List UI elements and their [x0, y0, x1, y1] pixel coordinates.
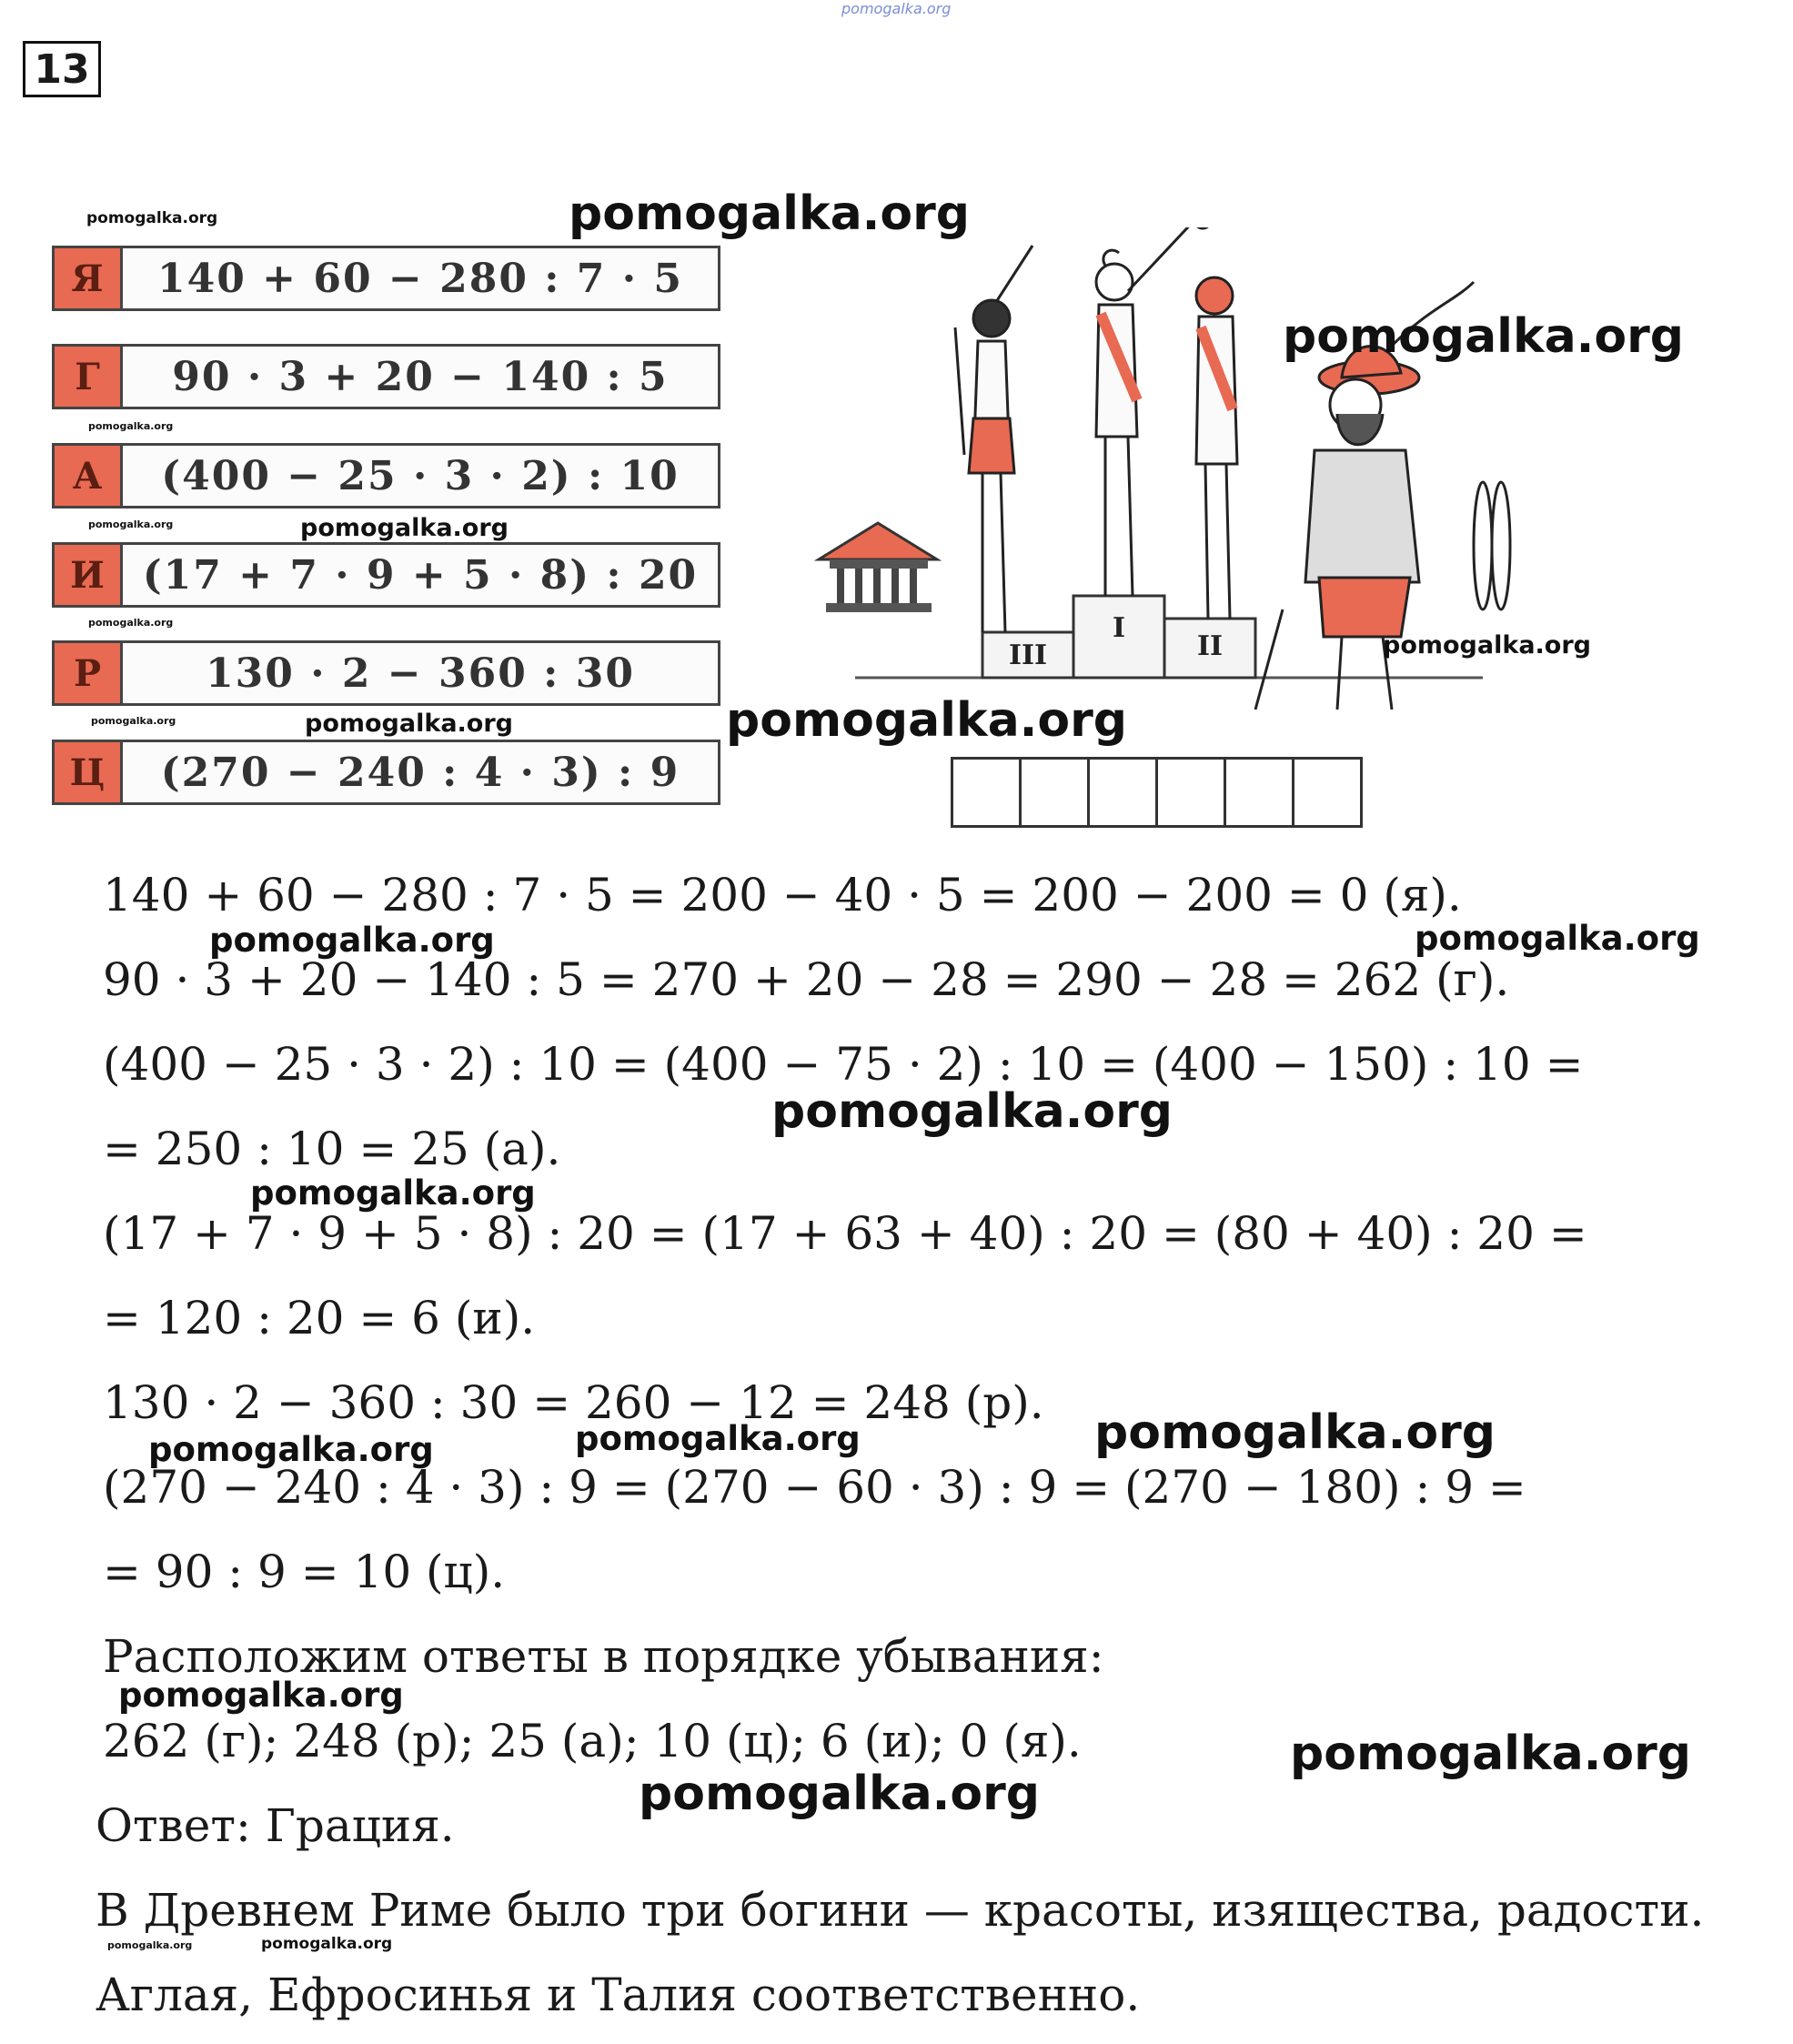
watermark: pomogalka.org	[209, 921, 495, 960]
figure-third-place	[955, 246, 1032, 632]
note-line: В Древнем Риме было три богини — красоты, изящества, радости.	[96, 1884, 1705, 1937]
note-line: Аглая, Ефросинья и Талия соответственно.	[96, 1968, 1141, 2021]
podium-place-label: III	[1008, 639, 1048, 671]
expression-card	[52, 640, 720, 706]
watermark: pomogalka.org	[88, 519, 174, 530]
card-expression: (17 + 7 · 9 + 5 · 8) : 20	[123, 542, 720, 608]
answer-line: Ответ: Грация.	[96, 1799, 455, 1852]
solution-line: = 90 : 9 = 10 (ц).	[103, 1546, 506, 1598]
watermark: pomogalka.org	[107, 1939, 193, 1951]
answer-box	[1224, 757, 1294, 828]
expression-card	[52, 344, 720, 409]
watermark: pomogalka.org	[841, 0, 952, 17]
card-expression: 140 + 60 − 280 : 7 · 5	[123, 246, 720, 311]
watermark: pomogalka.org	[305, 710, 513, 738]
solution-line: (400 − 25 · 3 · 2) : 10 = (400 − 75 · 2) : 10 = (400 − 150) : 10 =	[103, 1038, 1584, 1091]
podium-illustration	[810, 227, 1519, 737]
watermark: pomogalka.org	[148, 1430, 434, 1469]
watermark: pomogalka.org	[88, 617, 174, 629]
solution-line: (17 + 7 · 9 + 5 · 8) : 20 = (17 + 63 + 40) : 20 = (80 + 40) : 20 =	[103, 1207, 1587, 1260]
watermark: pomogalka.org	[1283, 309, 1685, 364]
watermark: pomogalka.org	[1383, 631, 1591, 660]
card-expression: 90 · 3 + 20 − 140 : 5	[123, 344, 720, 409]
watermark: pomogalka.org	[1415, 919, 1700, 958]
order-result: 262 (г); 248 (р); 25 (а); 10 (ц); 6 (и); 0 (я).	[103, 1715, 1082, 1767]
podium-place-label: II	[1196, 630, 1224, 662]
card-letter: А	[52, 443, 123, 508]
watermark: pomogalka.org	[261, 1935, 393, 1953]
solution-line: 130 · 2 − 360 : 30 = 260 − 12 = 248 (р).	[103, 1376, 1044, 1429]
expression-card	[52, 246, 720, 311]
card-letter: И	[52, 542, 123, 608]
watermark: pomogalka.org	[771, 1084, 1174, 1139]
solution-line: (270 − 240 : 4 · 3) : 9 = (270 − 60 · 3) : 9 = (270 − 180) : 9 =	[103, 1461, 1526, 1514]
task-number-box: 13	[23, 41, 101, 97]
card-letter: Г	[52, 344, 123, 409]
solution-line: = 120 : 20 = 6 (и).	[103, 1292, 536, 1344]
answer-box	[1019, 757, 1090, 828]
watermark: pomogalka.org	[1290, 1727, 1692, 1781]
answer-box	[1155, 757, 1226, 828]
card-letter: Ц	[52, 740, 123, 805]
expression-card	[52, 542, 720, 608]
answer-box	[951, 757, 1022, 828]
watermark: pomogalka.org	[569, 186, 971, 241]
expression-card	[52, 443, 720, 508]
answer-boxes	[953, 757, 1363, 828]
expression-card	[52, 740, 720, 805]
card-letter: Я	[52, 246, 123, 311]
watermark: pomogalka.org	[575, 1419, 861, 1458]
order-intro: Расположим ответы в порядке убывания:	[103, 1630, 1104, 1683]
solution-line: = 250 : 10 = 25 (а).	[103, 1123, 561, 1175]
watermark: pomogalka.org	[91, 715, 176, 727]
solution-line: 90 · 3 + 20 − 140 : 5 = 270 + 20 − 28 = 290 − 28 = 262 (г).	[103, 953, 1510, 1006]
figure-first-place	[1096, 227, 1211, 596]
card-letter: Р	[52, 640, 123, 706]
podium-place-label: I	[1112, 612, 1126, 644]
watermark: pomogalka.org	[88, 420, 174, 432]
watermark: pomogalka.org	[118, 1676, 404, 1715]
watermark: pomogalka.org	[639, 1767, 1041, 1821]
temple-icon	[819, 523, 937, 612]
watermark: pomogalka.org	[726, 693, 1128, 748]
podium	[982, 596, 1255, 678]
solution-line: 140 + 60 − 280 : 7 · 5 = 200 − 40 · 5 = 200 − 200 = 0 (я).	[103, 869, 1462, 921]
watermark: pomogalka.org	[300, 514, 509, 542]
figure-second-place	[1196, 277, 1237, 619]
card-expression: (270 − 240 : 4 · 3) : 9	[123, 740, 720, 805]
card-expression: 130 · 2 − 360 : 30	[123, 640, 720, 706]
watermark: pomogalka.org	[86, 209, 218, 227]
answer-box	[1292, 757, 1363, 828]
watermark: pomogalka.org	[1094, 1405, 1496, 1460]
watermark: pomogalka.org	[250, 1173, 536, 1213]
card-expression: (400 − 25 · 3 · 2) : 10	[123, 443, 720, 508]
answer-box	[1087, 757, 1158, 828]
